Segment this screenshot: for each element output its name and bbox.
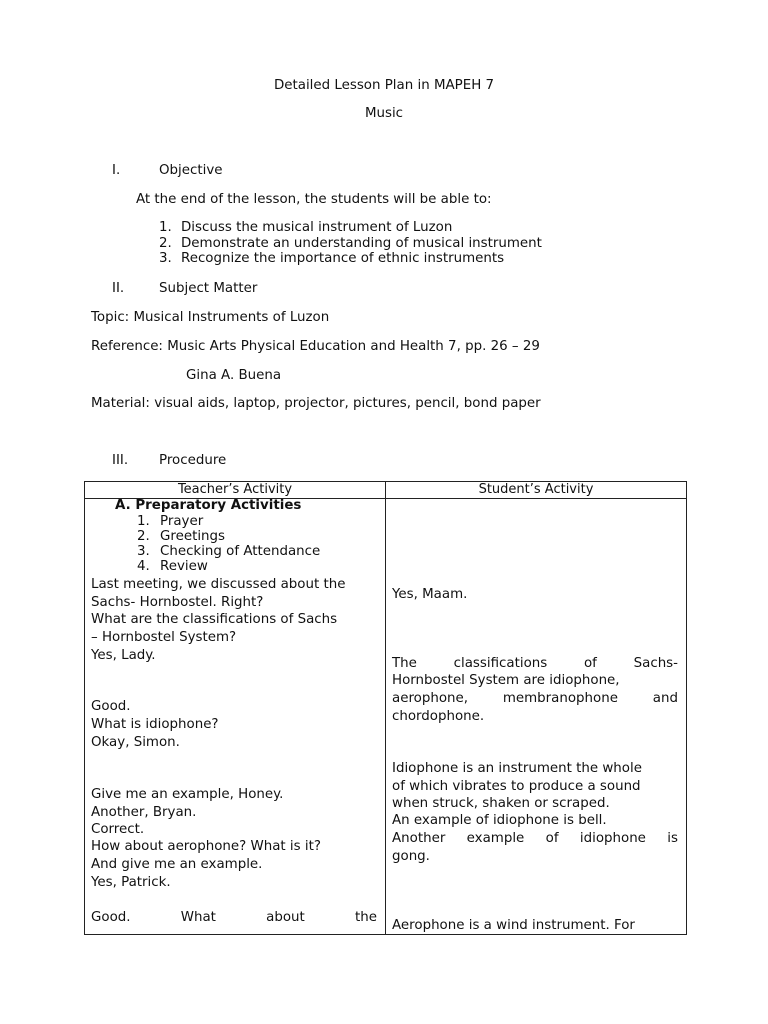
material-line <box>91 396 541 411</box>
section-a-heading: A. Preparatory Activities <box>115 498 302 513</box>
student-line <box>392 655 678 673</box>
word: aerophone, <box>392 691 469 706</box>
teacher-line: Another, Bryan. <box>91 805 197 820</box>
teacher-line: Last meeting, we discussed about the <box>91 577 346 592</box>
student-line: of which vibrates to produce a sound <box>392 779 641 794</box>
student-line: Hornbostel System are idiophone, <box>392 673 620 688</box>
word: of <box>583 656 597 671</box>
teacher-line: – Hornbostel System? <box>91 630 237 645</box>
word: What <box>180 910 216 925</box>
objective-item: Demonstrate an understanding of musical instrument <box>181 236 542 251</box>
teacher-line: And give me an example. <box>91 857 263 872</box>
prep-item-number: 2. <box>137 529 150 544</box>
word: idiophone <box>579 831 646 846</box>
topic-line <box>91 310 329 325</box>
objective-item: Recognize the importance of ethnic instruments <box>181 251 505 266</box>
student-line: Idiophone is an instrument the whole <box>392 761 642 776</box>
objective-item-number: 3. <box>159 251 172 266</box>
word: classifications <box>453 656 548 671</box>
document-title: Detailed Lesson Plan in MAPEH 7 <box>273 78 495 93</box>
teacher-line: What is idiophone? <box>91 717 219 732</box>
student-line <box>392 690 678 708</box>
document-subtitle: Music <box>364 106 404 121</box>
teacher-line: How about aerophone? What is it? <box>91 839 321 854</box>
teacher-line: Yes, Patrick. <box>91 875 171 890</box>
objective-item: Discuss the musical instrument of Luzon <box>181 220 453 235</box>
teacher-line: Give me an example, Honey. <box>91 787 284 802</box>
student-activity-header: Student’s Activity <box>478 482 594 497</box>
prep-item: Review <box>160 559 208 574</box>
procedure-numeral: III. <box>112 453 129 468</box>
word: is <box>667 831 678 846</box>
prep-item: Checking of Attendance <box>160 544 321 559</box>
word: Another <box>392 831 446 846</box>
student-line: An example of idiophone is bell. <box>392 813 607 828</box>
prep-item: Prayer <box>160 514 204 529</box>
reference-label: Reference: <box>91 339 163 354</box>
material-label: Material: <box>91 396 150 411</box>
objective-numeral: I. <box>112 163 121 178</box>
word: membranophone <box>502 691 618 706</box>
material-value: visual aids, laptop, projector, pictures, pencil, bond paper <box>154 396 541 411</box>
student-line <box>392 830 678 848</box>
teacher-line: What are the classifications of Sachs <box>91 612 338 627</box>
word: Sachs- <box>633 656 678 671</box>
teacher-line <box>91 909 377 927</box>
word: the <box>355 910 377 925</box>
subject-matter-heading: Subject Matter <box>159 281 258 296</box>
teacher-line: Correct. <box>91 822 145 837</box>
prep-item-number: 4. <box>137 559 150 574</box>
objective-intro: At the end of the lesson, the students will be able to: <box>136 192 492 207</box>
prep-item-number: 1. <box>137 514 150 529</box>
objective-heading: Objective <box>159 163 223 178</box>
student-line: Aerophone is a wind instrument. For <box>392 918 635 933</box>
word: of <box>545 831 559 846</box>
teacher-activity-header: Teacher’s Activity <box>177 482 293 497</box>
procedure-heading: Procedure <box>159 453 227 468</box>
objective-item-number: 1. <box>159 220 172 235</box>
procedure-table <box>84 481 687 935</box>
topic-label: Topic: <box>91 310 130 325</box>
topic-value: Musical Instruments of Luzon <box>133 310 330 325</box>
teacher-line: Yes, Lady. <box>91 648 156 663</box>
teacher-line: Okay, Simon. <box>91 735 180 750</box>
word: about <box>266 910 305 925</box>
student-line: Yes, Maam. <box>392 587 468 602</box>
word: The <box>392 656 417 671</box>
reference-author: Gina A. Buena <box>186 368 282 383</box>
word: Good. <box>91 910 131 925</box>
prep-item: Greetings <box>160 529 225 544</box>
prep-item-number: 3. <box>137 544 150 559</box>
subject-matter-numeral: II. <box>112 281 125 296</box>
teacher-line: Good. <box>91 699 131 714</box>
objective-item-number: 2. <box>159 236 172 251</box>
student-line: chordophone. <box>392 709 485 724</box>
word: and <box>652 691 678 706</box>
student-line: gong. <box>392 849 430 864</box>
student-line: when struck, shaken or scraped. <box>392 796 610 811</box>
word: example <box>466 831 525 846</box>
reference-value: Music Arts Physical Education and Health 7, pp. 26 – 29 <box>167 339 540 354</box>
reference-line <box>91 339 540 354</box>
teacher-line: Sachs- Hornbostel. Right? <box>91 595 264 610</box>
column-divider <box>385 482 386 934</box>
